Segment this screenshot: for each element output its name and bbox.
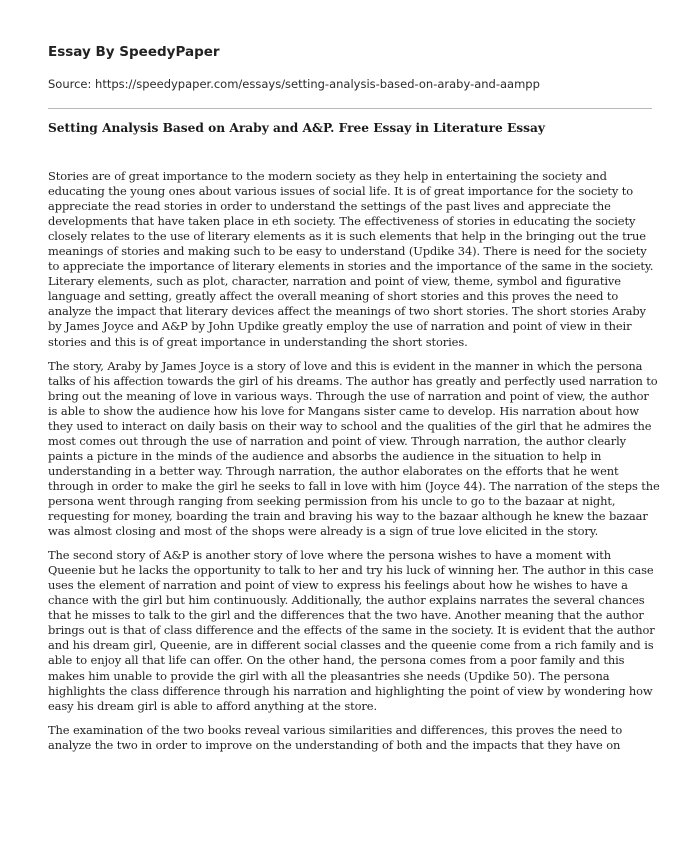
essay-title: Setting Analysis Based on Araby and A&P. Free Essay in Literature Essay — [48, 121, 546, 135]
essay-paragraph-2: The story, Araby by James Joyce is a story of love and this is evident in the manner in which the persona talks of his affection towards the girl of his dreams. The author has greatly and perfectly used narration to bring out the meaning of love in various ways. Through the use of narration and point of view, the author is able to show the audience how his love for Mangans sister came to develop. His narration about how they used to interact on daily basis on their way to school and the qualities of the girl that he admires the most comes out through the use of narration and point of view. Through narration, the author clearly paints a picture in the minds of the audience and absorbs the audience in the situation to help in understanding in a better way. Through narration, the author elaborates on the efforts that he went through in order to make the girl he seeks to fall in love with him (Joyce 44). The narration of the steps the persona went through ranging from seeking permission from his uncle to go to the bazaar at night, requesting for money, boarding the train and braving his way to the bazaar although he knew the bazaar was almost closing and most of the shops were already is a sign of true love elicited in the story. — [48, 358, 660, 539]
essay-paragraph-4: The examination of the two books reveal various similarities and differences, this proves the need to analyze the two in order to improve on the understanding of both and the impacts that they have on — [48, 722, 623, 752]
source-url[interactable]: https://speedypaper.com/essays/setting-analysis-based-on-araby-and-aampp — [95, 77, 540, 91]
essay-paragraph-1: Stories are of great importance to the modern society as they help in entertaining the society and educating the young ones about various issues of social life. It is of great importance for the society to appreciate the read stories in order to understand the settings of the past lives and appreciate the developments that have taken place in eth society. The effectiveness of stories in educating the society closely relates to the use of literary elements as it is such elements that help in the bringing out the true meanings of stories and making such to be easy to understand (Updike 34). There is need for the society to appreciate the importance of literary elements in stories and the importance of the same in the society. Literary elements, such as plot, character, narration and point of view, theme, symbol and figurative language and setting, greatly affect the overall meaning of short stories and this proves the need to analyze the impact that literary devices affect the meanings of two short stories. The short stories Araby by James Joyce and A&P by John Updike greatly employ the use of narration and point of view in their stories and this is of great importance in understanding the short stories. — [48, 169, 654, 349]
source-line — [48, 77, 540, 91]
brand-heading: Essay By SpeedyPaper — [48, 44, 220, 60]
source-label: Source: — [48, 77, 92, 91]
essay-body — [48, 169, 660, 762]
essay-paragraph-3: The second story of A&P is another story of love where the persona wishes to have a moment with Queenie but he lacks the opportunity to talk to her and try his luck of winning her. The author in this case uses the element of narration and point of view to express his feelings about how he wishes to have a chance with the girl but him continuously. Additionally, the author explains narrates the several chances that he misses to talk to the girl and the differences that the two have. Another meaning that the author brings out is that of class difference and the effects of the same in the society. It is evident that the author and his dream girl, Queenie, are in different social classes and the queenie come from a rich family and is able to enjoy all that life can offer. On the other hand, the persona comes from a poor family and this makes him unable to provide the girl with all the pleasantries she needs (Updike 50). The persona highlights the class difference through his narration and highlighting the point of view by wondering how easy his dream girl is able to afford anything at the store. — [48, 548, 655, 713]
header-divider — [48, 108, 652, 109]
